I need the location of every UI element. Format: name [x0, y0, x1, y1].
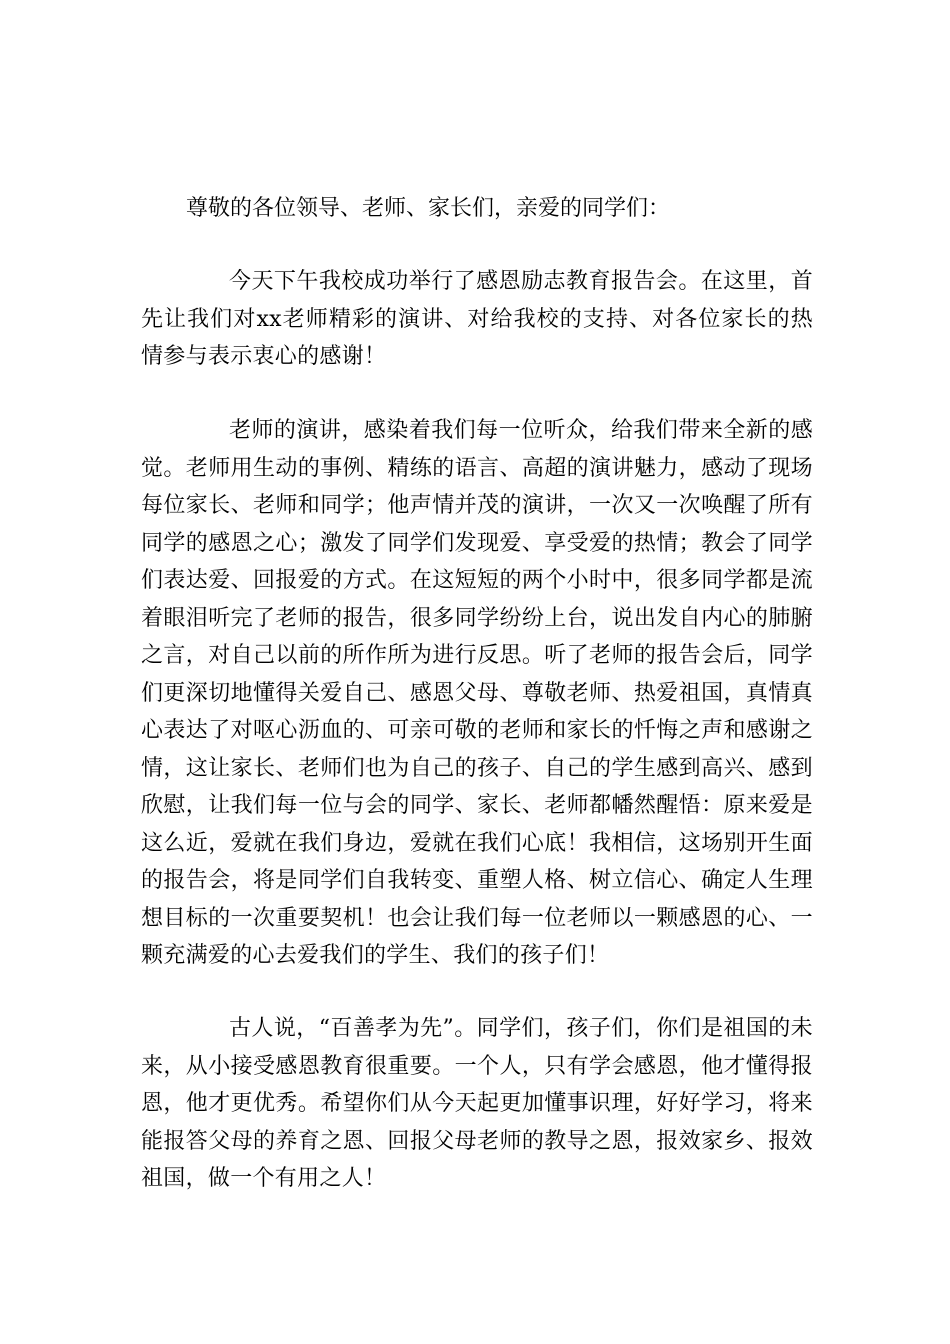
paragraph-speech: 老师的演讲，感染着我们每一位听众，给我们带来全新的感觉。老师用生动的事例、精练的语言、高超的演讲魅力，感动了现场每位家长、老师和同学；他声情并茂的演讲，一次又一次唤醒了所有同学的感恩之心；激发了同学们发现爱、享受爱的热情；教会了同学们表达爱、回报爱的方式。在这短短的两个小时中，很多同学都是流着眼泪听完了老师的报告，很多同学纷纷上台，说出发自内心的肺腑之言，对自己以前的所作所为进行反思。听了老师的报告会后，同学们更深切地懂得关爱自己、感恩父母、尊敬老师、热爱祖国，真情真心表达了对呕心沥血的、可亲可敬的老师和家长的忏悔之声和感谢之情，这让家长、老师们也为自己的孩子、自己的学生感到高兴、感到欣慰，让我们每一位与会的同学、家长、老师都幡然醒悟：原来爱是这么近，爱就在我们身边，爱就在我们心底！我相信，这场别开生面的报告会，将是同学们自我转变、重塑人格、树立信心、确定人生理想目标的一次重要契机！也会让我们每一位老师以一颗感恩的心、一颗充满爱的心去爱我们的学生、我们的孩子们！ — [141, 418, 813, 968]
paragraph-filial-piety: 古人说，“百善孝为先”。同学们，孩子们，你们是祖国的未来，从小接受感恩教育很重要。一个人，只有学会感恩，他才懂得报恩，他才更优秀。希望你们从今天起更加懂事识理，好好学习，将来能报答父母的养育之恩、回报父母老师的教导之恩，报效家乡、报效祖国，做一个有用之人！ — [141, 1016, 813, 1191]
paragraph-thanks: 今天下午我校成功举行了感恩励志教育报告会。在这里，首先让我们对xx老师精彩的演讲、对给我校的支持、对各位家长的热情参与表示衷心的感谢！ — [141, 269, 813, 369]
salutation: 尊敬的各位领导、老师、家长们，亲爱的同学们： — [186, 196, 671, 221]
